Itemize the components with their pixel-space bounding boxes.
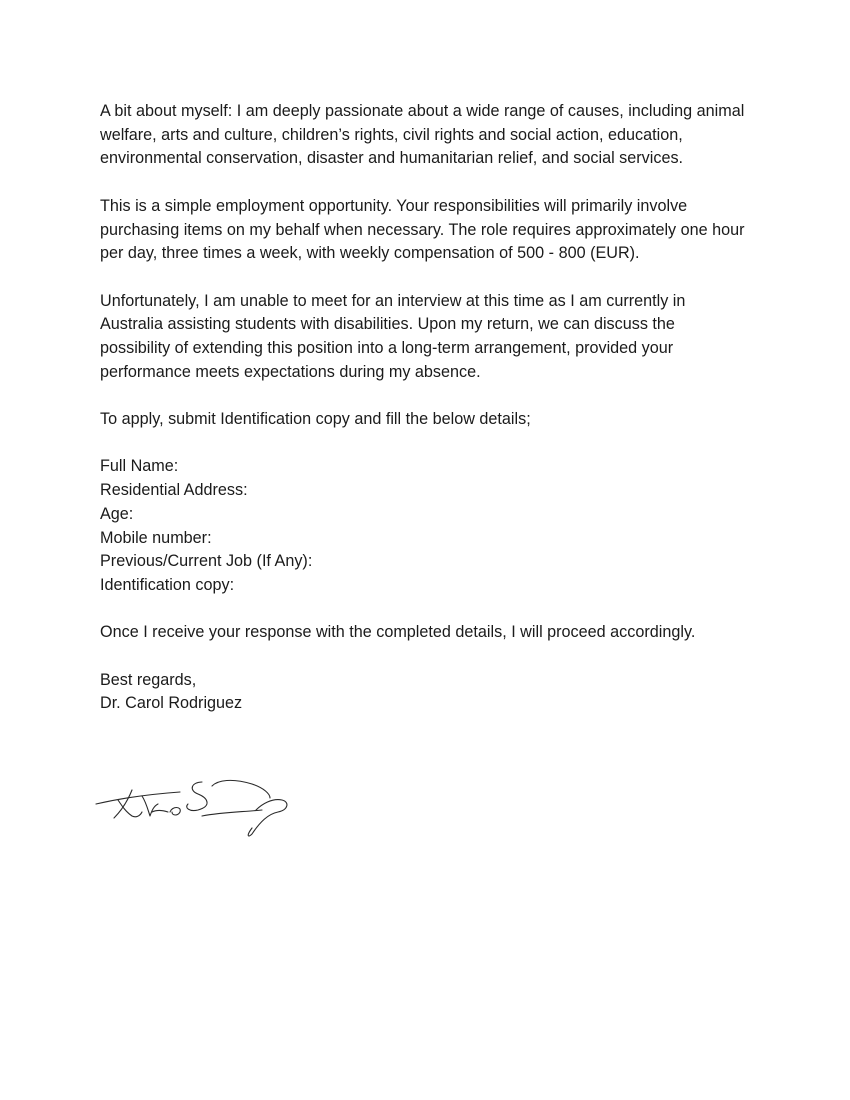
signer-name: Dr. Carol Rodriguez bbox=[100, 694, 243, 713]
field-age: Age: bbox=[100, 504, 134, 523]
closing-block bbox=[100, 669, 748, 716]
field-mobile-number: Mobile number: bbox=[100, 528, 212, 547]
paragraph-about-myself: A bit about myself: I am deeply passionate about a wide range of causes, including animal welfare, arts and culture, children’s rights, civil rights and social action, education, environmental conservation, disaster and humanitarian relief, and social services. bbox=[100, 102, 745, 168]
application-fields-list bbox=[100, 455, 748, 597]
field-previous-job: Previous/Current Job (If Any): bbox=[100, 552, 313, 571]
handwritten-signature bbox=[92, 776, 302, 840]
paragraph-apply-instructions: To apply, submit Identification copy and fill the below details; bbox=[100, 410, 531, 429]
sign-off: Best regards, bbox=[100, 670, 197, 689]
paragraph-job-description: This is a simple employment opportunity. Your responsibilities will primarily involve purchasing items on my behalf when necessary. The role requires approximately one hour per day, three times a week, with weekly compensation of 500 - 800 (EUR). bbox=[100, 196, 745, 263]
paragraph-outro: Once I receive your response with the completed details, I will proceed accordingly. bbox=[100, 623, 696, 642]
field-residential-address: Residential Address: bbox=[100, 481, 248, 500]
paragraph-interview-note: Unfortunately, I am unable to meet for an interview at this time as I am currently in Australia assisting students with disabilities. Upon my return, we can discuss the possibility of extending this position into a long-term arrangement, provided your performance meets expectations during my absence. bbox=[100, 291, 686, 381]
letter-body bbox=[100, 100, 748, 716]
field-identification-copy: Identification copy: bbox=[100, 576, 235, 594]
field-full-name: Full Name: bbox=[100, 457, 179, 476]
